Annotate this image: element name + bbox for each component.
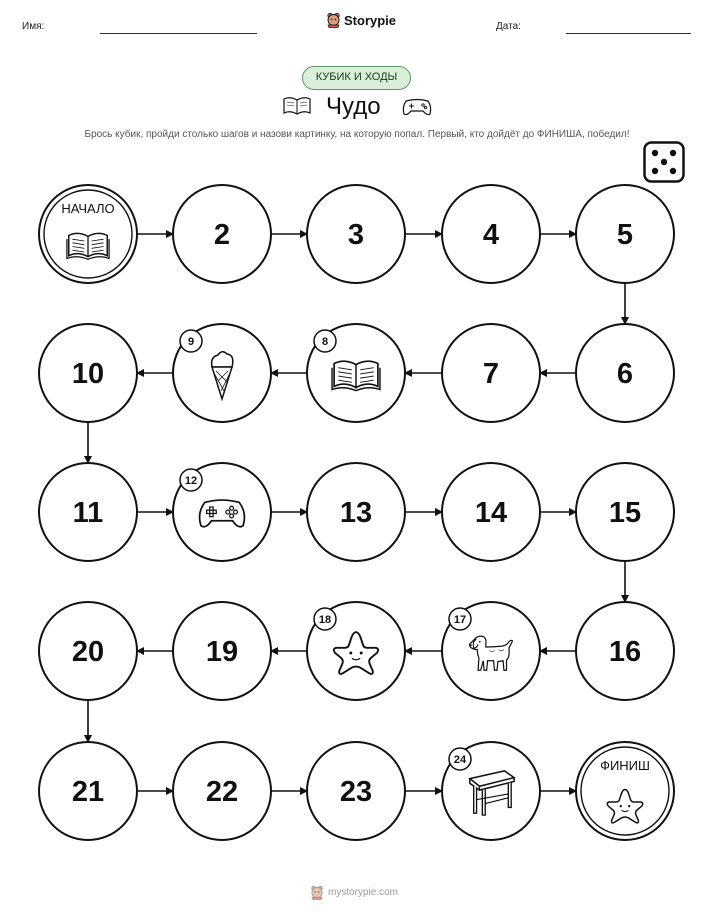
footer-url: mystorypie.com	[328, 887, 399, 898]
board-cell-24[interactable]	[442, 742, 540, 840]
badge-number: 8	[321, 336, 329, 348]
board-cell-23[interactable]	[307, 742, 405, 840]
badge-number: 18	[318, 614, 332, 626]
cell-number: 11	[72, 497, 104, 529]
board-cell-7[interactable]	[442, 324, 540, 422]
board-cell-11[interactable]	[39, 463, 137, 561]
cell-number: 22	[205, 776, 239, 808]
board-cell-9[interactable]	[173, 324, 271, 422]
name-label: Имя:	[22, 21, 45, 32]
cell-number: 19	[205, 636, 239, 668]
activity-tag: КУБИК И ХОДЫ	[302, 66, 411, 90]
cell-number: 23	[339, 776, 373, 808]
board-cell-13[interactable]	[307, 463, 405, 561]
cell-number: 4	[482, 219, 500, 251]
board-cell-2[interactable]	[173, 185, 271, 283]
instructions: Брось кубик, пройди столько шагов и назови картинку, на которую попал. Первый, кто дойдёт до ФИНИША, победил!	[84, 129, 630, 140]
cell-number: 2	[213, 219, 231, 251]
board-cell-1[interactable]	[39, 185, 137, 283]
board-cell-22[interactable]	[173, 742, 271, 840]
board-cell-10[interactable]	[39, 324, 137, 422]
date-label: Дата:	[496, 21, 521, 32]
cell-number: 7	[482, 358, 500, 390]
start-label: НАЧАЛО	[61, 201, 115, 216]
board-cell-19[interactable]	[173, 602, 271, 700]
board-cell-20[interactable]	[39, 602, 137, 700]
finish-label: ФИНИШ	[600, 758, 650, 773]
page-title: Чудо	[326, 93, 381, 120]
cell-number-badge	[180, 469, 202, 491]
cell-number: 10	[71, 358, 105, 390]
cell-number-badge	[314, 608, 336, 630]
board-cell-18[interactable]	[307, 602, 405, 700]
badge-number: 17	[453, 614, 467, 626]
cell-number: 20	[71, 636, 105, 668]
board-cell-3[interactable]	[307, 185, 405, 283]
badge-number: 24	[453, 754, 467, 766]
cell-number: 6	[616, 358, 634, 390]
cell-number-badge	[449, 748, 471, 770]
cell-number-badge	[180, 330, 202, 352]
brand-name: Storypie	[344, 12, 397, 28]
badge-number: 12	[184, 475, 198, 487]
cell-number: 21	[71, 776, 105, 808]
cell-number: 5	[616, 219, 634, 251]
cell-number: 3	[347, 219, 365, 251]
cell-number: 13	[339, 497, 373, 529]
board-cell-4[interactable]	[442, 185, 540, 283]
board-cell-14[interactable]	[442, 463, 540, 561]
cell-number-badge	[314, 330, 336, 352]
badge-number: 9	[187, 336, 195, 348]
board-cell-21[interactable]	[39, 742, 137, 840]
board-cell-16[interactable]	[576, 602, 674, 700]
board-cell-17[interactable]	[442, 602, 540, 700]
cell-number: 16	[608, 636, 642, 668]
cell-number: 14	[474, 497, 508, 529]
board-cell-15[interactable]	[576, 463, 674, 561]
storypie-logo-icon	[310, 885, 324, 900]
footer	[310, 885, 398, 900]
board-cell-25[interactable]	[576, 742, 674, 840]
cell-number: 15	[608, 497, 642, 529]
board-cell-8[interactable]	[307, 324, 405, 422]
board-cell-6[interactable]	[576, 324, 674, 422]
cell-number-badge	[449, 608, 471, 630]
board-cell-12[interactable]	[173, 463, 271, 561]
board-cell-5[interactable]	[576, 185, 674, 283]
